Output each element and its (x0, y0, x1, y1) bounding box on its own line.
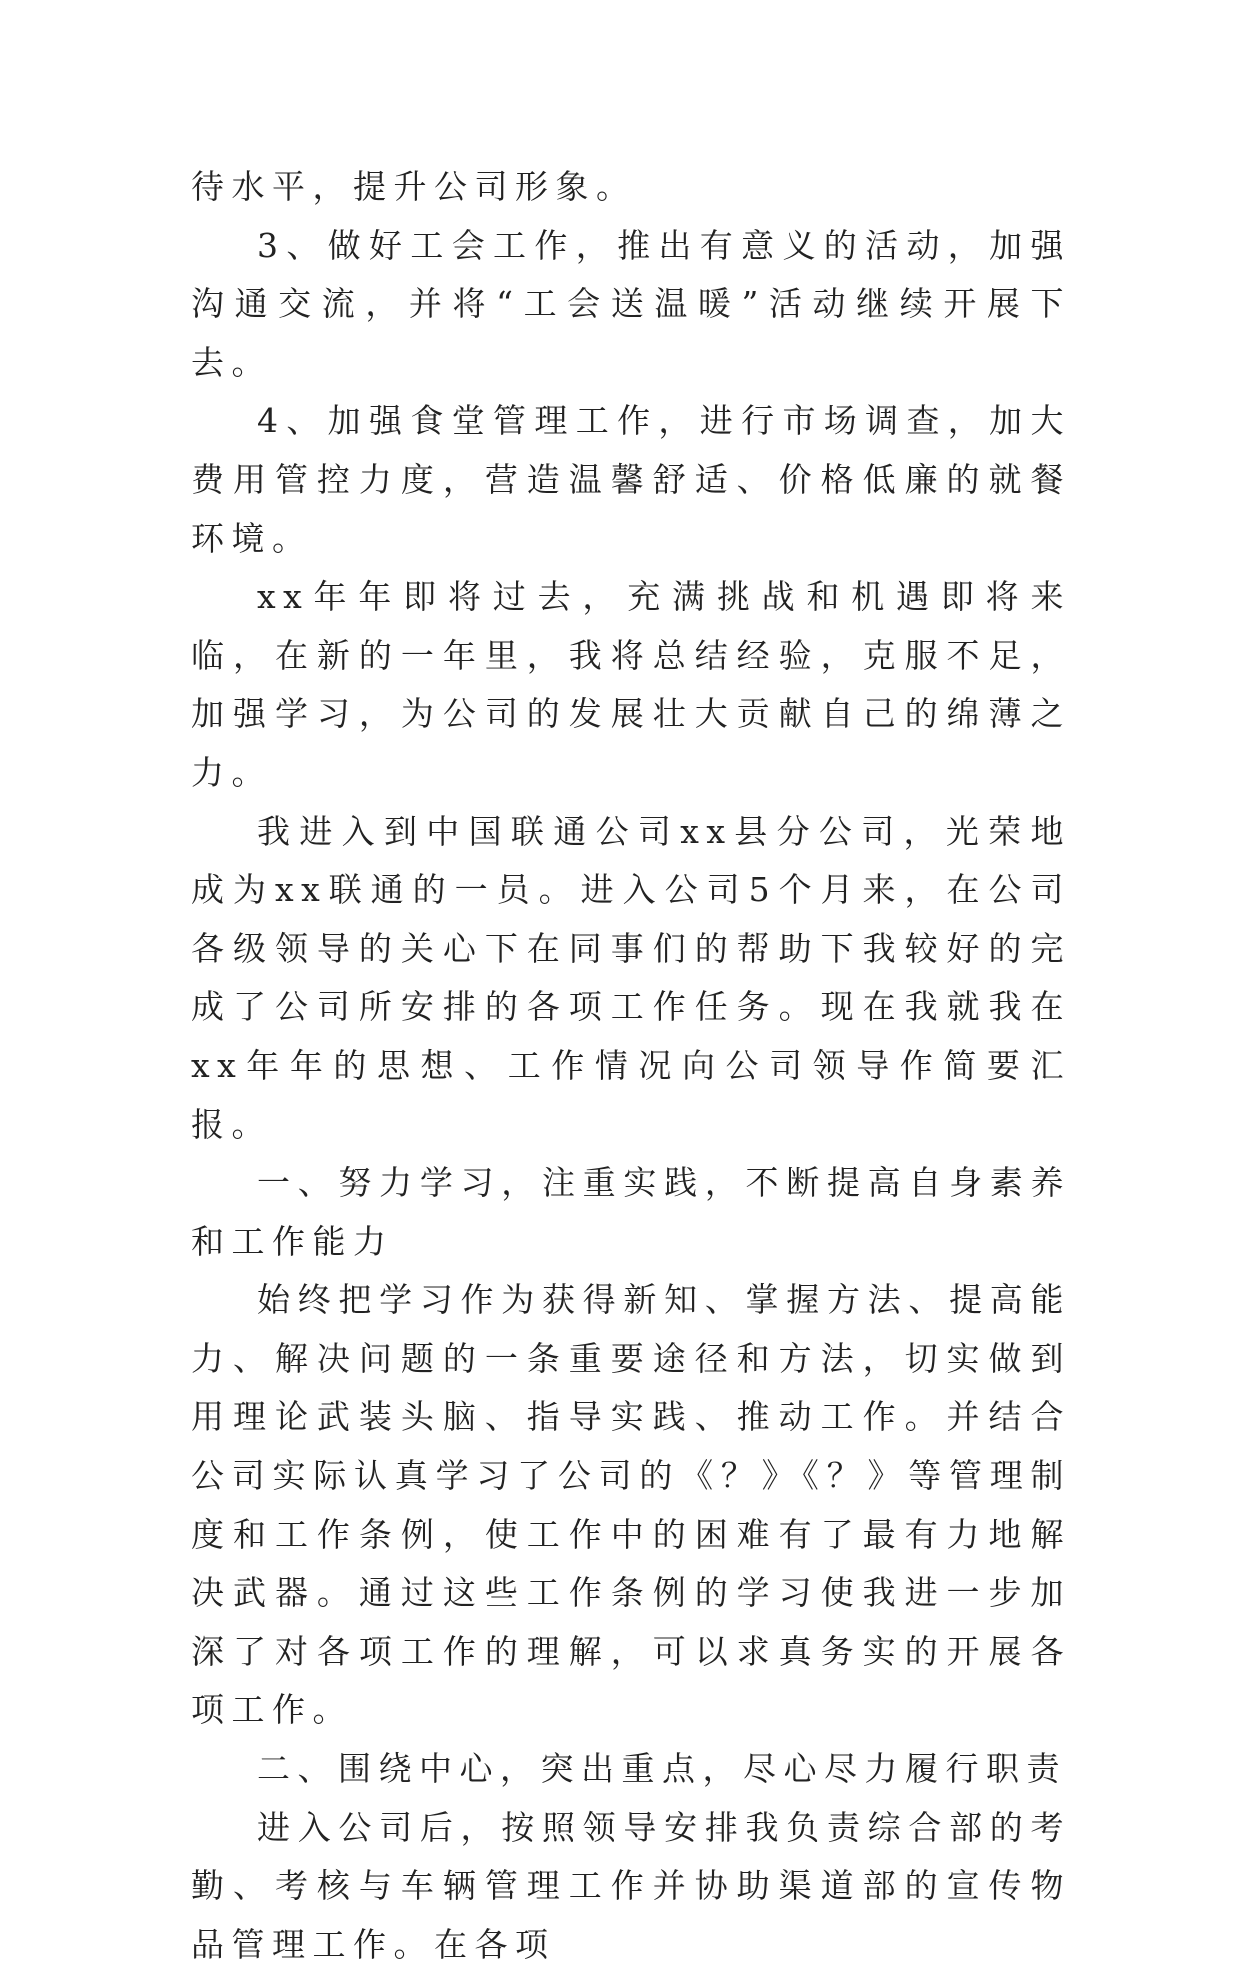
section-heading-1: 一、努力学习，注重实践，不断提高自身素养和工作能力 (191, 1163, 1071, 1261)
paragraph-continuation: 待水平，提升公司形象。 (191, 167, 637, 206)
document-body (191, 158, 1071, 1974)
paragraph-item-3: 3、做好工会工作，推出有意义的活动，加强沟通交流，并将“工会送温暖”活动继续开展下去。 (191, 225, 1071, 382)
paragraph-study: 始终把学习作为获得新知、掌握方法、提高能力、解决问题的一条重要途径和方法，切实做到用理论武装头脑、指导实践、推动工作。并结合公司实际认真学习了公司的《？》《？》等管理制度和工作条例，使工作中的困难有了最有力地解决武器。通过这些工作条例的学习使我进一步加深了对各项工作的理解，可以求真务实的开展各项工作。 (191, 1280, 1071, 1730)
paragraph-introduction: 我进入到中国联通公司xx县分公司，光荣地成为xx联通的一员。进入公司5个月来，在公司各级领导的关心下在同事们的帮助下我较好的完成了公司所安排的各项工作任务。现在我就我在xx年年的思想、工作情况向公司领导作简要汇报。 (191, 811, 1071, 1144)
section-heading-2: 二、围绕中心，突出重点，尽心尽力履行职责 (257, 1749, 1067, 1789)
paragraph-year-summary: xx年年即将过去，充满挑战和机遇即将来临，在新的一年里，我将总结经验，克服不足，加强学习，为公司的发展壮大贡献自己的绵薄之力。 (191, 577, 1071, 792)
paragraph-item-4: 4、加强食堂管理工作，进行市场调查，加大费用管控力度，营造温馨舒适、价格低廉的就餐环境。 (191, 401, 1071, 558)
paragraph-duties: 进入公司后，按照领导安排我负责综合部的考勤、考核与车辆管理工作并协助渠道部的宣传物品管理工作。在各项 (191, 1807, 1071, 1964)
